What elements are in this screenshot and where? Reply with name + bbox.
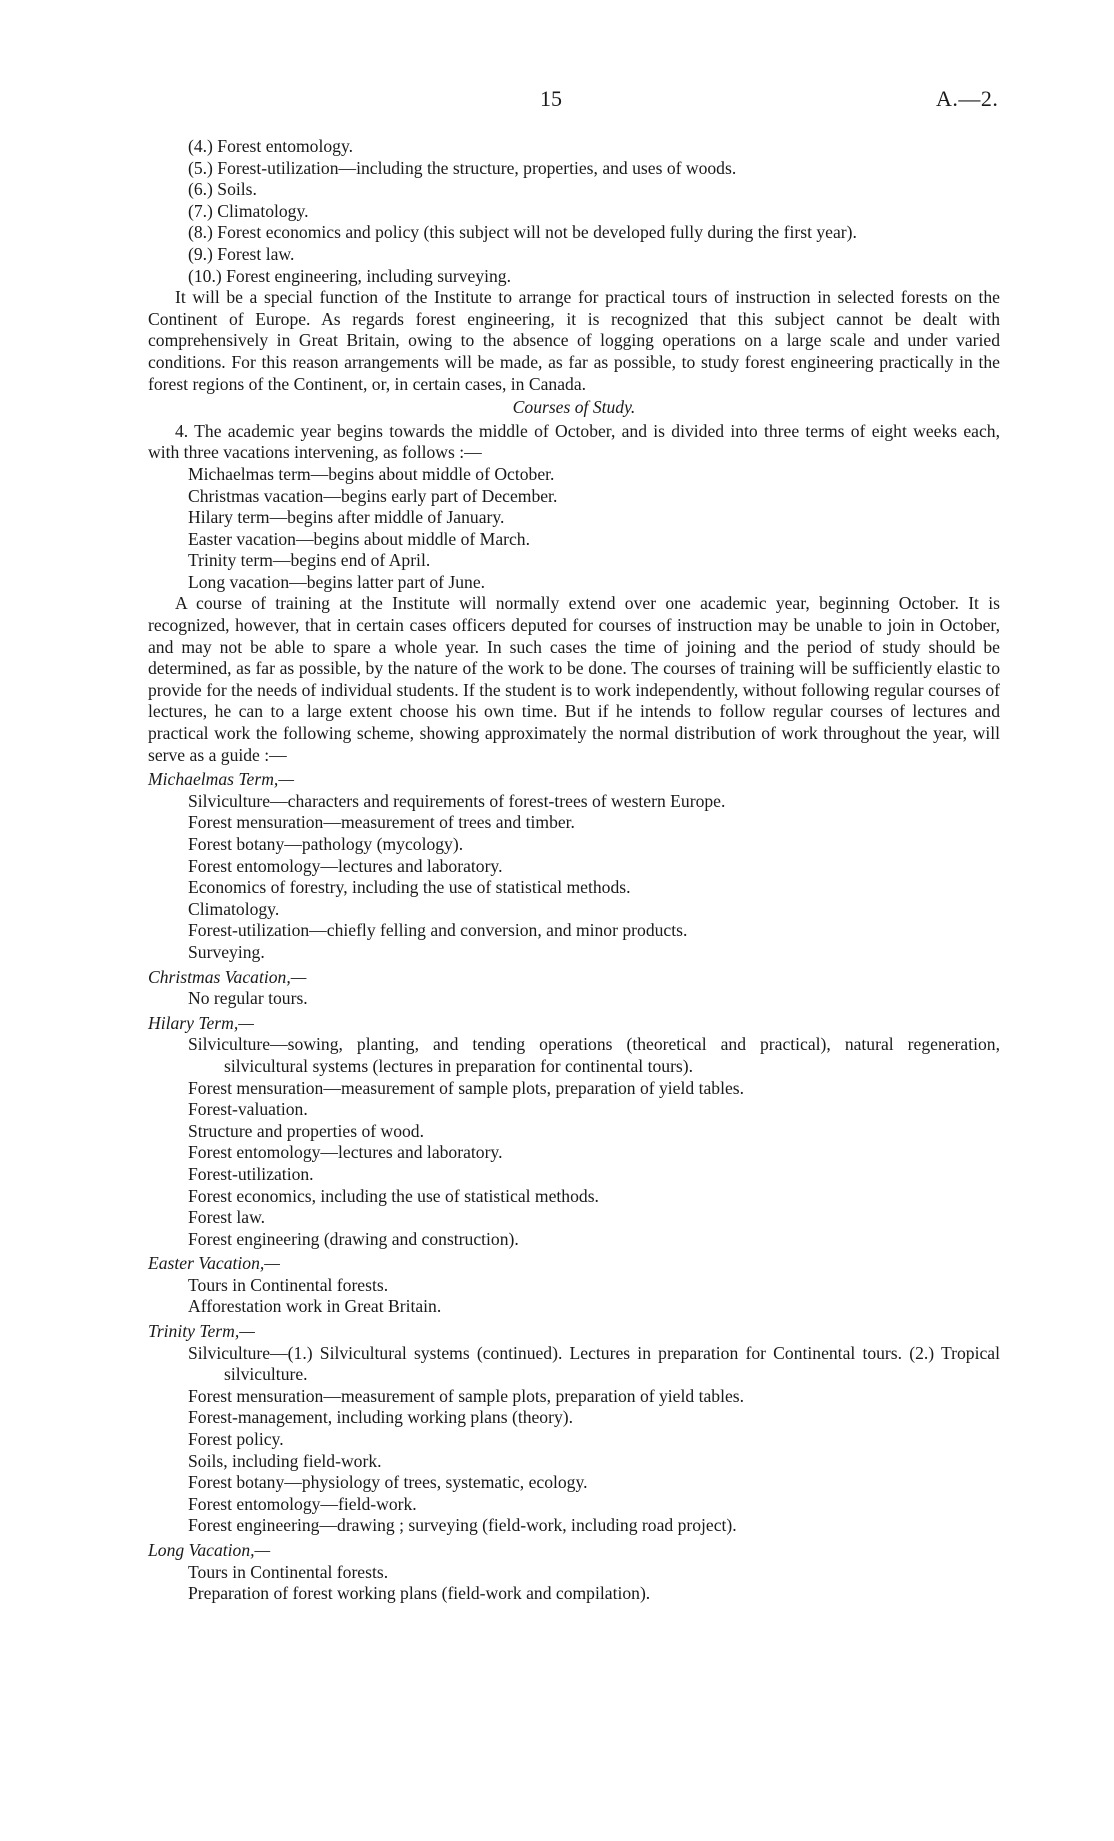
calendar-list: [148, 464, 1000, 594]
calendar-item: Michaelmas term—begins about middle of October.: [188, 463, 555, 484]
term-line: Forest mensuration—measurement of trees and timber.: [188, 812, 575, 833]
term-line: Forest-management, including working plans (theory).: [188, 1407, 574, 1428]
subject-item: (8.) Forest economics and policy (this subject will not be developed fully during the first year).: [188, 222, 857, 243]
term-line: Forest-valuation.: [188, 1099, 308, 1120]
term-easter: [148, 1253, 1000, 1318]
term-trinity: [148, 1321, 1000, 1537]
term-heading: Hilary Term,—: [148, 1012, 254, 1033]
subject-item: (6.) Soils.: [188, 179, 257, 200]
term-line: Forest economics, including the use of statistical methods.: [188, 1185, 599, 1206]
term-line: Forest entomology—lectures and laboratory.: [188, 855, 503, 876]
term-line: Economics of forestry, including the use of statistical methods.: [188, 877, 631, 898]
calendar-item: Trinity term—begins end of April.: [188, 550, 431, 571]
term-line: Forest botany—physiology of trees, systematic, ecology.: [188, 1472, 588, 1493]
subject-list: [148, 136, 1000, 287]
term-long-vacation: [148, 1540, 1000, 1605]
term-line: Afforestation work in Great Britain.: [188, 1296, 442, 1317]
term-line: Preparation of forest working plans (field-work and compilation).: [188, 1583, 651, 1604]
subject-item: (7.) Climatology.: [188, 200, 309, 221]
courses-heading: Courses of Study.: [512, 397, 636, 418]
term-line: Forest-utilization—chiefly felling and conversion, and minor products.: [188, 920, 688, 941]
training-paragraph: A course of training at the Institute will normally extend over one academic year, beginning October. It is recognized, however, that in certain cases officers deputed for courses of instruction may be unable to join in October, and may not be able to spare a whole year. In such cases the time of joining and the period of study should be determined, as far as possible, by the nature of the work to be done. The courses of training will be sufficiently elastic to provide for the needs of individual students. If the student is to work independently, without following regular courses of lectures, he can to a large extent choose his own time. But if he intends to follow regular courses of lectures and practical work the following scheme, showing approximately the normal distribution of work throughout the year, will serve as a guide :—: [148, 593, 1000, 765]
term-line: Silviculture—(1.) Silvicultural systems (continued). Lectures in preparation for Continental tours. (2.) Tropical silviculture.: [188, 1342, 1000, 1385]
calendar-item: Christmas vacation—begins early part of December.: [188, 485, 558, 506]
term-line: Tours in Continental forests.: [188, 1561, 389, 1582]
term-line: Climatology.: [188, 898, 280, 919]
term-line: Forest botany—pathology (mycology).: [188, 834, 464, 854]
term-line: Forest engineering (drawing and construction).: [188, 1228, 519, 1249]
term-heading: Christmas Vacation,—: [148, 966, 307, 987]
term-line: Surveying.: [188, 941, 265, 962]
term-line: Forest mensuration—measurement of sample plots, preparation of yield tables.: [188, 1077, 745, 1098]
tours-paragraph: It will be a special function of the Institute to arrange for practical tours of instruction in selected forests on the Continent of Europe. As regards forest engineering, it is recognized that this subject cannot be dealt with comprehensively in Great Britain, owing to the absence of logging operations on a large scale and under varied conditions. For this reason arrangements will be made, as far as possible, to study forest engineering practically in the forest regions of the Continent, or, in certain cases, in Canada.: [148, 287, 1000, 394]
term-heading: Long Vacation,—: [148, 1540, 271, 1560]
page-body: [148, 136, 1000, 1605]
term-line: Forest engineering—drawing ; surveying (field-work, including road project).: [188, 1515, 737, 1536]
document-reference: A.—2.: [936, 86, 999, 111]
term-michaelmas: [148, 769, 1000, 963]
term-line: Forest law.: [188, 1207, 266, 1228]
term-line: Silviculture—characters and requirements of forest-trees of western Europe.: [188, 790, 726, 811]
term-heading: Michaelmas Term,—: [148, 769, 294, 790]
calendar-item: Hilary term—begins after middle of January.: [188, 507, 505, 528]
term-line: Tours in Continental forests.: [188, 1274, 389, 1295]
term-line: No regular tours.: [188, 988, 308, 1009]
term-line: Forest policy.: [188, 1429, 284, 1450]
page-number: 15: [540, 86, 562, 111]
term-line: Soils, including field-work.: [188, 1450, 382, 1471]
term-heading: Easter Vacation,—: [148, 1253, 280, 1274]
subject-item: (4.) Forest entomology.: [188, 136, 354, 156]
term-christmas: [148, 967, 1000, 1010]
term-line: Silviculture—sowing, planting, and tending operations (theoretical and practical), natural regeneration, silvicultural systems (lectures in preparation for continental tours).: [188, 1034, 1000, 1076]
term-hilary: [148, 1013, 1000, 1251]
term-line: Forest entomology—field-work.: [188, 1493, 417, 1514]
term-line: Forest-utilization.: [188, 1163, 314, 1184]
term-line: Forest entomology—lectures and laboratory.: [188, 1142, 503, 1163]
calendar-item: Easter vacation—begins about middle of March.: [188, 528, 530, 549]
subject-item: (10.) Forest engineering, including surveying.: [188, 265, 511, 286]
term-heading: Trinity Term,—: [148, 1321, 255, 1342]
term-line: Structure and properties of wood.: [188, 1120, 424, 1141]
subject-item: (9.) Forest law.: [188, 243, 295, 264]
subject-item: (5.) Forest-utilization—including the structure, properties, and uses of woods.: [188, 157, 737, 178]
term-line: Forest mensuration—measurement of sample plots, preparation of yield tables.: [188, 1385, 745, 1406]
page-header: [0, 86, 1114, 126]
academic-year-paragraph: 4. The academic year begins towards the middle of October, and is divided into three terms of eight weeks each, with three vacations intervening, as follows :—: [148, 420, 1000, 463]
calendar-item: Long vacation—begins latter part of June.: [188, 571, 486, 592]
